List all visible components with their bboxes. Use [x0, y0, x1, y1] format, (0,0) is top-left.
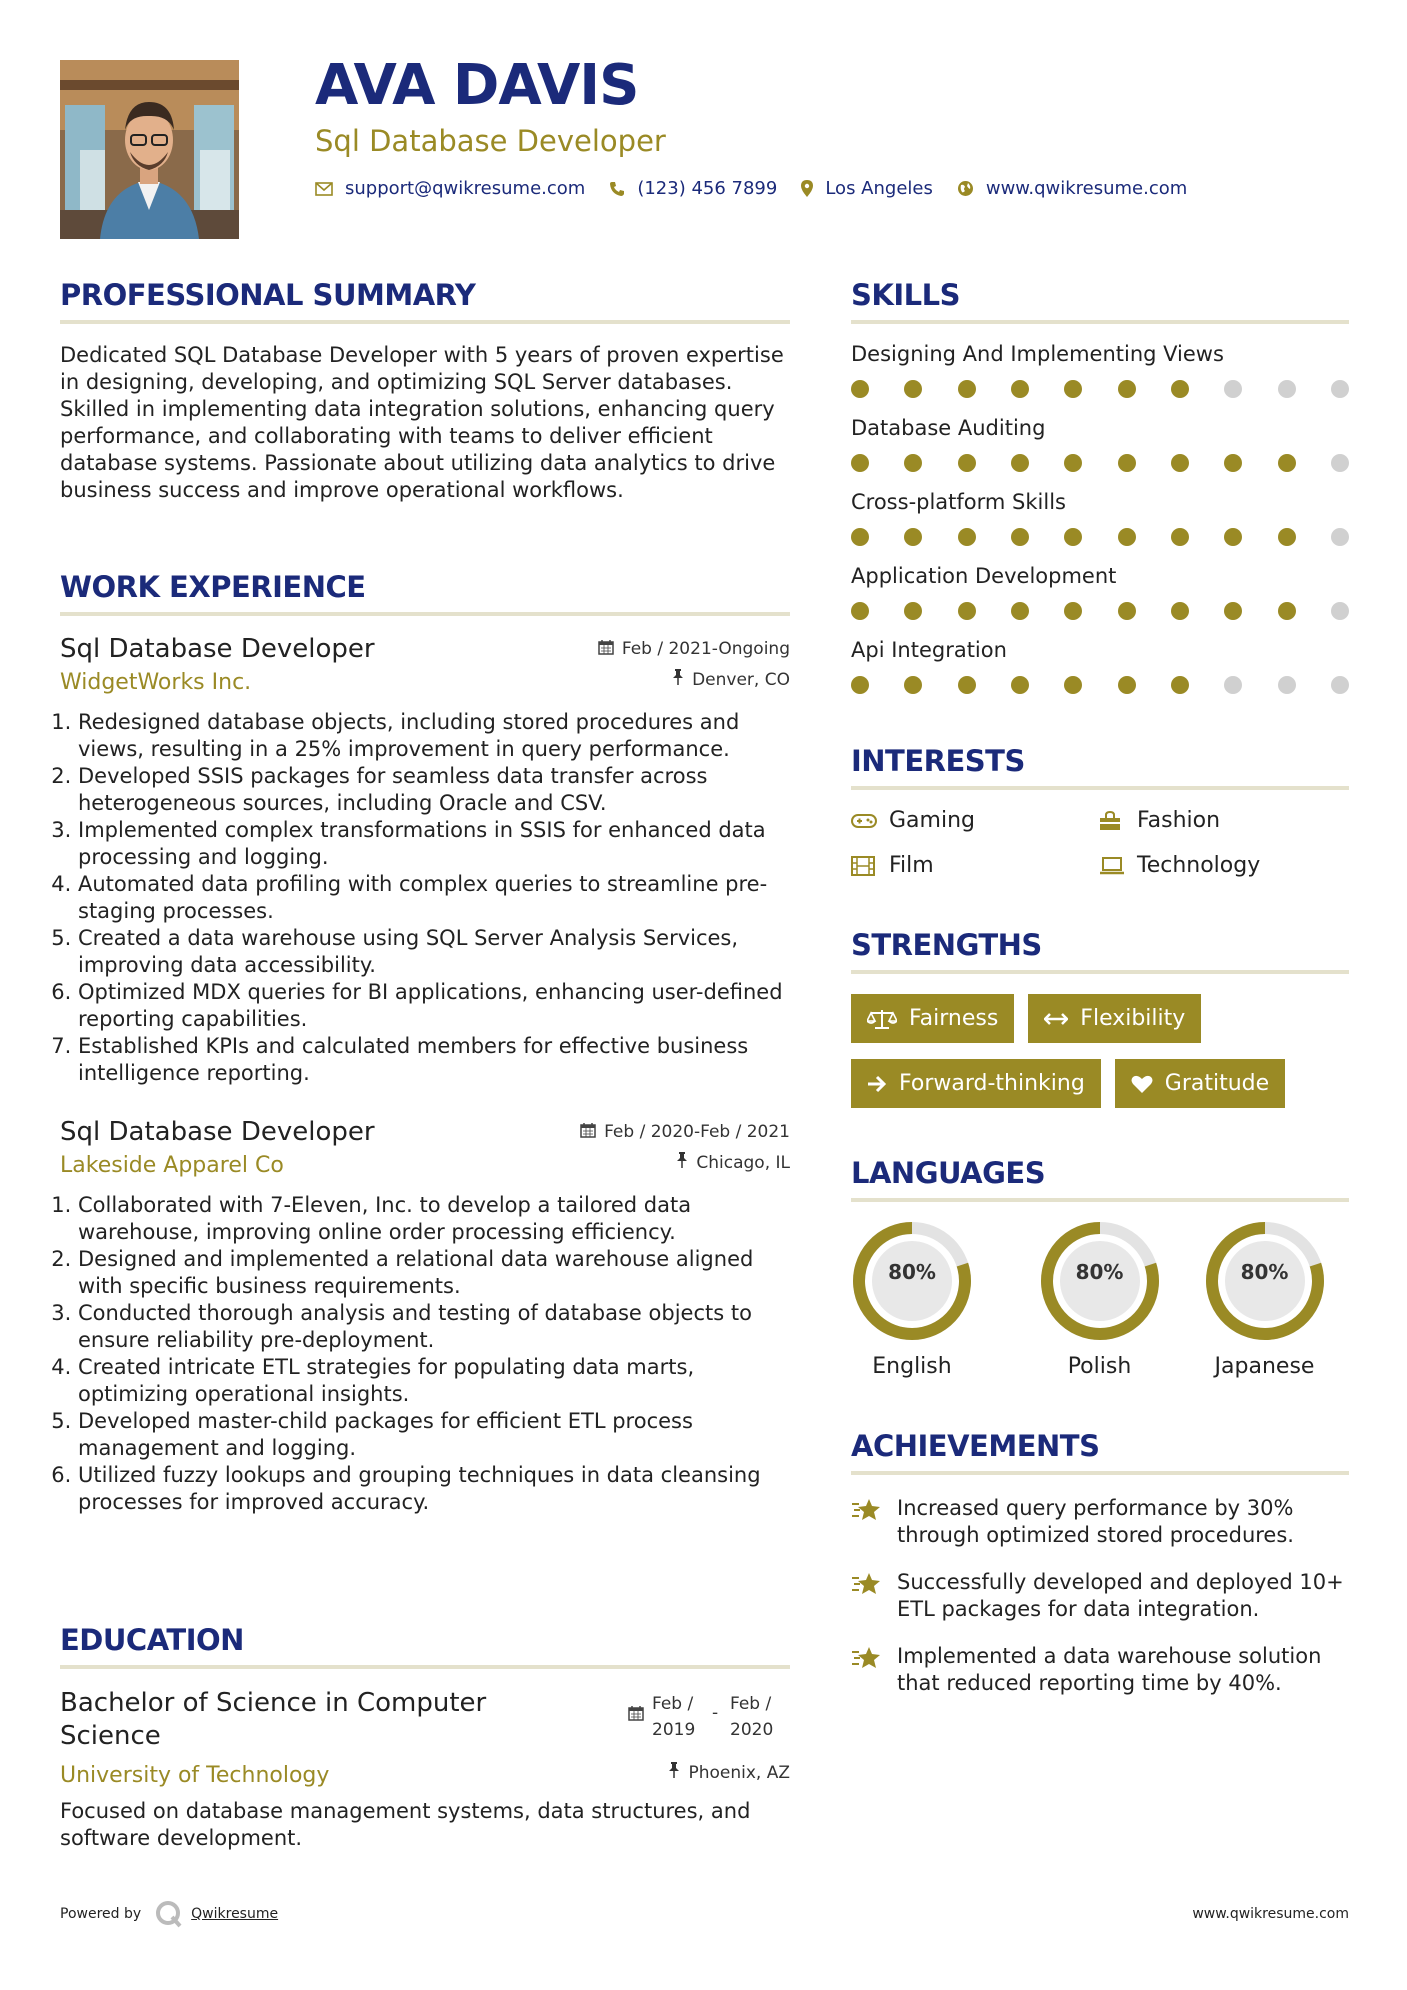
strength-tag — [851, 994, 1014, 1043]
rating-dot-empty — [1331, 454, 1349, 472]
powered-by-text: Powered by — [60, 1906, 142, 1922]
rating-dot-empty — [1331, 528, 1349, 546]
interest-label: Gaming — [889, 808, 975, 833]
end-year: 2020 — [730, 1720, 774, 1740]
arrow-right-icon — [867, 1075, 887, 1093]
rating-dot-filled — [1171, 528, 1189, 546]
job-location-text: Denver, CO — [692, 669, 790, 690]
skill-rating — [851, 454, 1349, 472]
skill-item — [851, 638, 1349, 694]
location-text: Los Angeles — [825, 178, 933, 199]
interests-section — [851, 744, 1349, 878]
job-location-text: Chicago, IL — [696, 1152, 790, 1173]
rating-dot-filled — [1278, 454, 1296, 472]
rating-dot-filled — [1011, 602, 1029, 620]
achievement-text: Increased query performance by 30% through optimized stored procedures. — [897, 1496, 1294, 1547]
gamepad-icon — [851, 813, 889, 829]
skill-rating — [851, 528, 1349, 546]
powered-by — [60, 1900, 278, 1928]
rating-dot-filled — [958, 454, 976, 472]
job-title: Sql Database Developer — [60, 1117, 375, 1147]
brand-link[interactable]: Qwikresume — [191, 1906, 279, 1922]
rating-dot-filled — [1011, 380, 1029, 398]
strength-label: Flexibility — [1080, 1006, 1186, 1031]
company-name: Lakeside Apparel Co — [60, 1153, 284, 1178]
experience-section — [60, 570, 790, 1516]
interest-label: Technology — [1137, 853, 1261, 878]
rating-dot-empty — [1278, 676, 1296, 694]
shopping-bag-icon — [1099, 811, 1137, 831]
skills-list — [851, 342, 1349, 694]
rating-dot-filled — [904, 676, 922, 694]
summary-section — [60, 278, 790, 504]
job-title: Sql Database Developer — [60, 634, 375, 664]
achievements-section — [851, 1429, 1349, 1697]
language-name: English — [872, 1354, 952, 1379]
phone-icon — [609, 181, 625, 197]
strength-tag — [1115, 1059, 1285, 1108]
job-location — [676, 1152, 790, 1173]
footer-website[interactable]: www.qwikresume.com — [1192, 1906, 1349, 1922]
rating-dot-filled — [958, 528, 976, 546]
language-item — [851, 1220, 1017, 1379]
contact-email[interactable] — [315, 178, 585, 199]
rating-dot-filled — [904, 454, 922, 472]
rating-dot-filled — [1064, 676, 1082, 694]
calendar-icon — [628, 1705, 644, 1726]
website-text: www.qwikresume.com — [985, 178, 1188, 199]
film-icon — [851, 856, 889, 876]
job-entry — [60, 634, 790, 1087]
rating-dot-filled — [1278, 602, 1296, 620]
rating-dot-filled — [904, 602, 922, 620]
duty-item: 3. Conducted thorough analysis and testing of database objects to ensure reliability pre-deployment. — [78, 1300, 790, 1354]
star-trophy-icon — [851, 1571, 897, 1623]
profile-photo — [60, 60, 239, 239]
footer — [60, 1900, 1349, 1928]
strength-label: Forward-thinking — [899, 1071, 1085, 1096]
rating-dot-filled — [851, 380, 869, 398]
rating-dot-filled — [1278, 528, 1296, 546]
rating-dot-empty — [1224, 676, 1242, 694]
skill-name: Designing And Implementing Views — [851, 342, 1224, 366]
rating-dot-filled — [1171, 676, 1189, 694]
skill-item — [851, 490, 1349, 546]
duty-item: 4. Created intricate ETL strategies for populating data marts, optimizing operational insights. — [78, 1354, 790, 1408]
pushpin-icon — [676, 1152, 688, 1173]
heart-icon — [1131, 1074, 1153, 1094]
company-name: WidgetWorks Inc. — [60, 670, 252, 695]
rating-dot-filled — [1064, 380, 1082, 398]
skills-heading: SKILLS — [851, 278, 1349, 324]
strength-label: Fairness — [909, 1006, 999, 1031]
rating-dot-filled — [958, 676, 976, 694]
job-location — [672, 669, 790, 690]
rating-dot-filled — [851, 528, 869, 546]
experience-heading: WORK EXPERIENCE — [60, 570, 790, 616]
rating-dot-filled — [904, 528, 922, 546]
start-year: 2019 — [652, 1720, 696, 1740]
achievement-text: Successfully developed and deployed 10+ ETL packages for data integration. — [897, 1570, 1344, 1621]
pushpin-icon — [668, 1762, 680, 1783]
rating-dot-empty — [1331, 380, 1349, 398]
rating-dot-filled — [1171, 454, 1189, 472]
summary-heading: PROFESSIONAL SUMMARY — [60, 278, 790, 324]
rating-dot-filled — [1118, 528, 1136, 546]
end-date — [730, 1691, 790, 1743]
laptop-icon — [1099, 857, 1137, 875]
school-location — [668, 1762, 790, 1783]
candidate-name: AVA DAVIS — [315, 53, 639, 118]
candidate-title: Sql Database Developer — [315, 124, 666, 158]
languages-section — [851, 1156, 1349, 1379]
date-separator: - — [712, 1703, 719, 1723]
duty-item: 4. Automated data profiling with complex queries to streamline pre-staging processes. — [78, 871, 790, 925]
rating-dot-filled — [904, 380, 922, 398]
rating-dot-filled — [1011, 528, 1029, 546]
duty-item: 6. Utilized fuzzy lookups and grouping techniques in data cleansing processes for improved accuracy. — [78, 1462, 790, 1516]
contact-phone[interactable] — [609, 178, 777, 199]
duty-item: 1. Collaborated with 7-Eleven, Inc. to develop a tailored data warehouse, improving online order processing efficiency. — [78, 1192, 790, 1246]
interest-item — [1099, 853, 1347, 878]
skill-name: Database Auditing — [851, 416, 1046, 440]
arrows-h-icon — [1044, 1012, 1068, 1026]
envelope-icon — [315, 182, 333, 196]
globe-icon — [957, 180, 974, 197]
achievement-item — [851, 1643, 1349, 1697]
skill-name: Cross-platform Skills — [851, 490, 1066, 514]
language-item — [1182, 1220, 1347, 1379]
skill-name: Api Integration — [851, 638, 1007, 662]
calendar-icon — [580, 1122, 596, 1143]
skill-item — [851, 416, 1349, 472]
duty-list — [60, 709, 790, 1087]
interest-item — [851, 808, 1099, 833]
rating-dot-filled — [958, 380, 976, 398]
start-date — [652, 1691, 712, 1743]
contact-bar — [315, 178, 1211, 199]
contact-location — [801, 178, 933, 199]
education-dates — [628, 1691, 790, 1753]
start-month: Feb / — [652, 1694, 694, 1714]
rating-dot-filled — [851, 454, 869, 472]
skill-item — [851, 564, 1349, 620]
education-description: Focused on database management systems, data structures, and software development. — [60, 1799, 751, 1850]
duty-item: 6. Optimized MDX queries for BI applications, enhancing user-defined reporting capabilities. — [78, 979, 790, 1033]
rating-dot-filled — [958, 602, 976, 620]
strengths-section — [851, 928, 1349, 1108]
skill-rating — [851, 380, 1349, 398]
skills-section — [851, 278, 1349, 694]
summary-text: Dedicated SQL Database Developer with 5 years of proven expertise in designing, developing, and optimizing SQL Server databases. Skilled in implementing data integration solutions, enhancing query performance, and collaborating with teams to deliver efficient database systems. Passionate about utilizing data analytics to drive business success and improve operational workflows. — [60, 343, 784, 502]
skill-item — [851, 342, 1349, 398]
language-name: Japanese — [1214, 1354, 1315, 1379]
rating-dot-empty — [1331, 676, 1349, 694]
rating-dot-empty — [1331, 602, 1349, 620]
rating-dot-filled — [851, 676, 869, 694]
degree-title: Bachelor of Science in Computer Science — [60, 1688, 487, 1751]
achievements-heading: ACHIEVEMENTS — [851, 1429, 1349, 1475]
duty-item: 5. Created a data warehouse using SQL Server Analysis Services, improving data accessibility. — [78, 925, 790, 979]
job-dates — [598, 639, 790, 660]
rating-dot-filled — [1064, 454, 1082, 472]
duty-item: 5. Developed master-child packages for efficient ETL process management and logging. — [78, 1408, 790, 1462]
rating-dot-filled — [851, 602, 869, 620]
email-text: support@qwikresume.com — [345, 178, 586, 199]
interest-label: Film — [889, 853, 934, 878]
skill-name: Application Development — [851, 564, 1117, 588]
skill-rating — [851, 676, 1349, 694]
rating-dot-filled — [1171, 602, 1189, 620]
achievement-item — [851, 1569, 1349, 1623]
strength-tag — [1028, 994, 1201, 1043]
duty-item: 3. Implemented complex transformations in SSIS for enhanced data processing and logging. — [78, 817, 790, 871]
rating-dot-empty — [1278, 380, 1296, 398]
education-section — [60, 1623, 790, 1852]
rating-dot-filled — [1118, 454, 1136, 472]
qwikresume-logo-icon — [155, 1900, 183, 1928]
contact-website[interactable] — [957, 178, 1187, 199]
pushpin-icon — [672, 669, 684, 690]
job-dates-text: Feb / 2021-Ongoing — [621, 639, 790, 659]
rating-dot-filled — [1224, 454, 1242, 472]
duty-item: 7. Established KPIs and calculated members for effective business intelligence reporting. — [78, 1033, 790, 1087]
duty-item: 2. Developed SSIS packages for seamless data transfer across heterogeneous sources, including Oracle and CSV. — [78, 763, 790, 817]
interest-item — [851, 853, 1099, 878]
star-trophy-icon — [851, 1645, 897, 1697]
calendar-icon — [598, 639, 614, 660]
skill-rating — [851, 602, 1349, 620]
rating-dot-empty — [1224, 380, 1242, 398]
end-month: Feb / — [730, 1694, 772, 1714]
duty-item: 1. Redesigned database objects, including stored procedures and views, resulting in a 25% improvement in query performance. — [78, 709, 790, 763]
rating-dot-filled — [1224, 602, 1242, 620]
phone-text: (123) 456 7899 — [637, 178, 778, 199]
strength-tag — [851, 1059, 1101, 1108]
job-dates — [580, 1122, 790, 1143]
rating-dot-filled — [1171, 380, 1189, 398]
balance-scale-icon — [867, 1008, 897, 1030]
duty-item: 2. Designed and implemented a relational data warehouse aligned with specific business requirements. — [78, 1246, 790, 1300]
interest-item — [1099, 808, 1347, 833]
education-heading: EDUCATION — [60, 1623, 790, 1669]
language-item — [1017, 1220, 1182, 1379]
achievement-text: Implemented a data warehouse solution that reduced reporting time by 40%. — [897, 1644, 1322, 1695]
strength-label: Gratitude — [1164, 1071, 1270, 1096]
achievement-item — [851, 1495, 1349, 1549]
job-dates-text: Feb / 2020-Feb / 2021 — [604, 1122, 790, 1142]
rating-dot-filled — [1011, 676, 1029, 694]
languages-heading: LANGUAGES — [851, 1156, 1349, 1202]
strengths-heading: STRENGTHS — [851, 928, 1349, 974]
language-name: Polish — [1067, 1354, 1132, 1379]
school-name: University of Technology — [60, 1763, 330, 1788]
school-location-text: Phoenix, AZ — [688, 1762, 790, 1783]
interests-heading: INTERESTS — [851, 744, 1349, 790]
duty-list — [60, 1192, 790, 1516]
rating-dot-filled — [1064, 528, 1082, 546]
rating-dot-filled — [1118, 676, 1136, 694]
rating-dot-filled — [1064, 602, 1082, 620]
rating-dot-filled — [1224, 528, 1242, 546]
rating-dot-filled — [1118, 602, 1136, 620]
interest-label: Fashion — [1137, 808, 1221, 833]
rating-dot-filled — [1011, 454, 1029, 472]
star-trophy-icon — [851, 1497, 897, 1549]
map-marker-icon — [801, 180, 813, 197]
rating-dot-filled — [1118, 380, 1136, 398]
job-entry — [60, 1117, 790, 1516]
